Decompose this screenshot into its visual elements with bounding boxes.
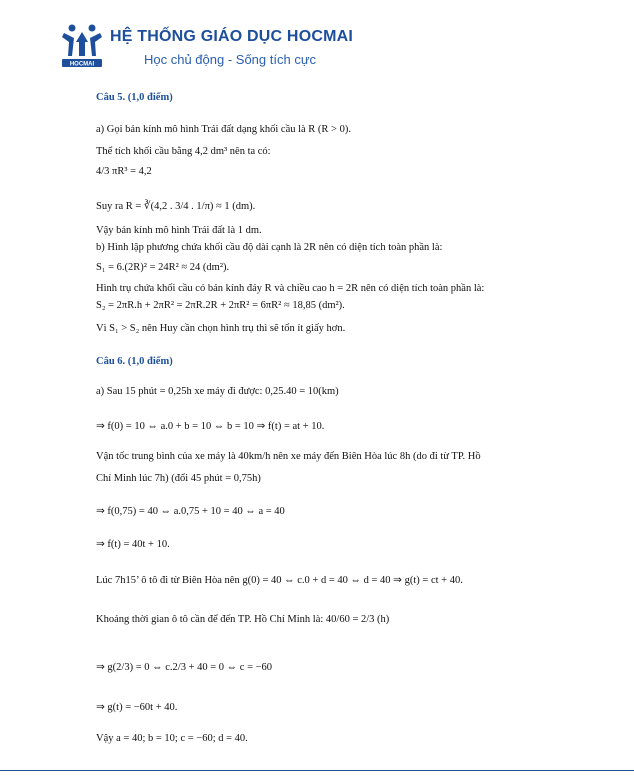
formula-line: ⇒ f(0,75) = 40 ⇔ a.0,75 + 10 = 40 ⇔ a = 40 <box>96 506 285 517</box>
formula-line: Suy ra R = ∛(4,2 . 3/4 . 1/π) ≈ 1 (dm). <box>96 201 256 212</box>
doc-line: Vậy bán kính mô hình Trái đất là 1 dm. <box>96 225 262 236</box>
question-6-title: Câu 6. (1,0 điểm) <box>96 356 173 367</box>
doc-line: b) Hình lập phương chứa khối cầu độ dài cạnh là 2R nên có diện tích toàn phần là: <box>96 242 443 253</box>
doc-line: Vận tốc trung bình của xe máy là 40km/h nên xe máy đến Biên Hòa lúc 8h (do đi từ TP. Hồ <box>96 451 481 462</box>
page-header <box>62 22 462 72</box>
formula-line: 4/3 πR³ = 4,2 <box>96 166 152 177</box>
brand-slogan: Học chủ động - Sống tích cực <box>144 52 317 67</box>
footer-divider <box>0 770 634 771</box>
doc-line: a) Gọi bán kính mô hình Trái đất dạng khối cầu là R (R > 0). <box>96 124 351 135</box>
hocmai-logo-icon <box>62 22 102 68</box>
formula-line: ⇒ g(t) = −60t + 40. <box>96 702 178 713</box>
doc-line: Thể tích khối cầu bằng 4,2 dm³ nên ta có: <box>96 146 271 157</box>
formula-line: ⇒ f(t) = 40t + 10. <box>96 539 170 550</box>
doc-line: Vì S₁ > S₂ nên Huy cần chọn hình trụ thì sẽ tốn ít giấy hơn. <box>96 323 346 334</box>
question-5-title: Câu 5. (1,0 điểm) <box>96 92 173 103</box>
brand-title: HỆ THỐNG GIÁO DỤC HOCMAI <box>110 28 354 45</box>
svg-text:HOCMAI: HOCMAI <box>69 61 95 68</box>
doc-line: Hình trụ chứa khối cầu có bán kính đáy R và chiều cao h = 2R nên có diện tích toàn phần là: <box>96 283 485 294</box>
formula-line: S₁ = 6.(2R)² = 24R² ≈ 24 (dm²). <box>96 262 230 273</box>
formula-line: Khoảng thời gian ô tô cần để đến TP. Hồ Chí Minh là: 40/60 = 2/3 (h) <box>96 614 390 625</box>
formula-line: S₂ = 2πR.h + 2πR² = 2πR.2R + 2πR² = 6πR² ≈ 18,85 (dm²). <box>96 300 345 311</box>
doc-line: Chí Minh lúc 7h) (đổi 45 phút = 0,75h) <box>96 473 261 484</box>
doc-line: Lúc 7h15’ ô tô đi từ Biên Hòa nên g(0) = 40 ⇔ c.0 + d = 40 ⇔ d = 40 ⇒ g(t) = ct + 40. <box>96 575 463 586</box>
formula-line: ⇒ g(2/3) = 0 ⇔ c.2/3 + 40 = 0 ⇔ c = −60 <box>96 662 273 673</box>
formula-line: Vậy a = 40; b = 10; c = −60; d = 40. <box>96 733 248 744</box>
doc-line: a) Sau 15 phút = 0,25h xe máy đi được: 0,25.40 = 10(km) <box>96 386 339 397</box>
formula-line: ⇒ f(0) = 10 ⇔ a.0 + b = 10 ⇔ b = 10 ⇒ f(t) = at + 10. <box>96 421 325 432</box>
